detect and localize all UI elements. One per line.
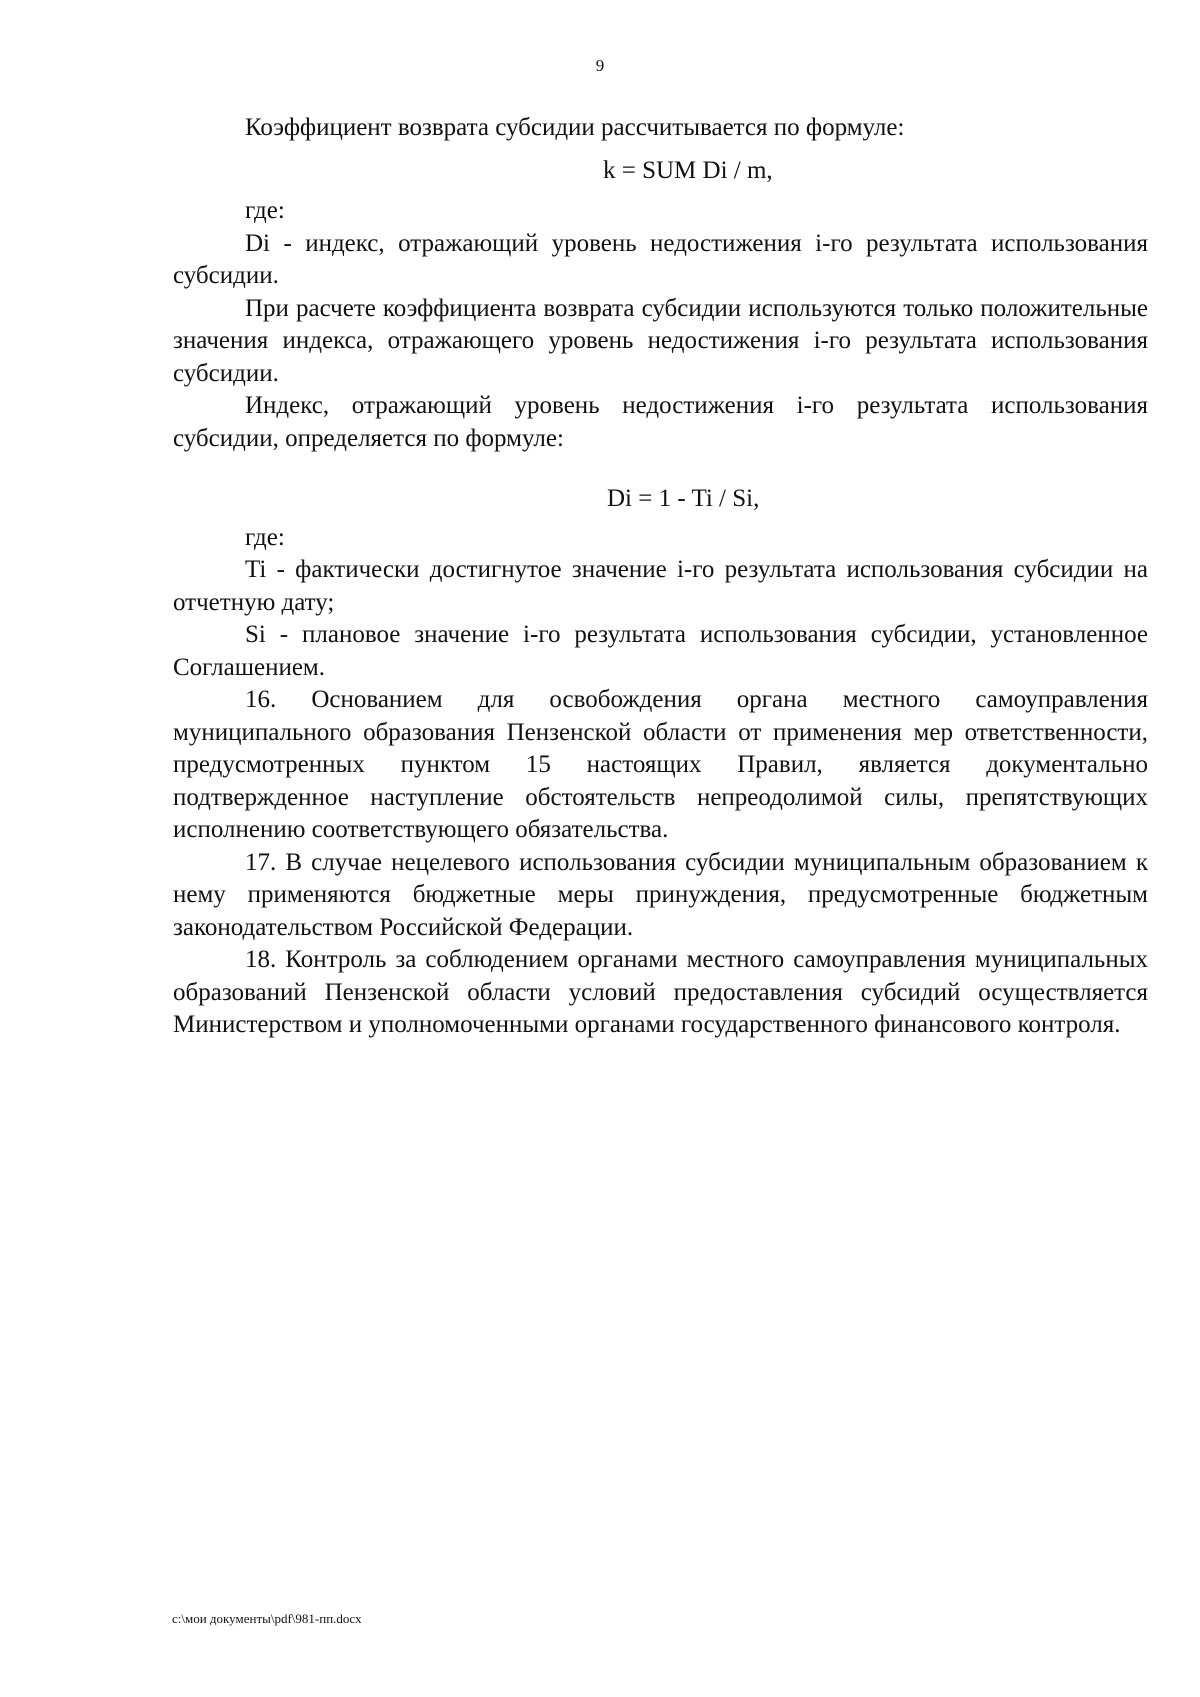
paragraph-di-definition: Di - индекс, отражающий уровень недостижения i-го результата использования субсидии. (173, 229, 1148, 289)
paragraph-where-1: где: (245, 197, 285, 224)
document-body (173, 112, 1148, 1042)
paragraph-ti-definition: Ti - фактически достигнутое значение i-го результата использования субсидии на отчетную дату; (173, 556, 1148, 616)
formula-return-coefficient: k = SUM Di / m, (603, 156, 773, 184)
footer-file-path: c:\мои документы\pdf\981-пп.docx (172, 1611, 362, 1626)
paragraph-item-16: 16. Основанием для освобождения органа местного самоуправления муниципального образования Пензенской области от применения мер ответственности, предусмотренных пунктом 15 настоящих Правил, является документально подтвержденное наступление обстоятельств непреодолимой силы, препятствующих исполнению соответствующего обязательства. (173, 686, 1148, 843)
paragraph-where-2: где: (245, 523, 285, 551)
paragraph-si-definition: Si - плановое значение i-го результата использования субсидии, установленное Соглашением. (173, 621, 1148, 681)
page-number: 9 (595, 56, 605, 75)
formula-index: Di = 1 - Ti / Si, (607, 485, 760, 512)
paragraph-positive-values: При расчете коэффициента возврата субсидии используются только положительные значения индекса, отражающего уровень недостижения i-го результата использования субсидии. (173, 294, 1148, 387)
paragraph-item-17: 17. В случае нецелевого использования субсидии муниципальным образованием к нему применяются бюджетные меры принуждения, предусмотренные бюджетным законодательством Российской Федерации. (173, 848, 1148, 941)
paragraph-index-formula-intro: Индекс, отражающий уровень недостижения i-го результата использования субсидии, определяется по формуле: (173, 392, 1148, 452)
paragraph-item-18: 18. Контроль за соблюдением органами местного самоуправления муниципальных образований Пензенской области условий предоставления субсидий осуществляется Министерством и уполномоченными органами государственного финансового контроля. (173, 946, 1148, 1038)
paragraph-intro: Коэффициент возврата субсидии рассчитывается по формуле: (245, 114, 905, 141)
